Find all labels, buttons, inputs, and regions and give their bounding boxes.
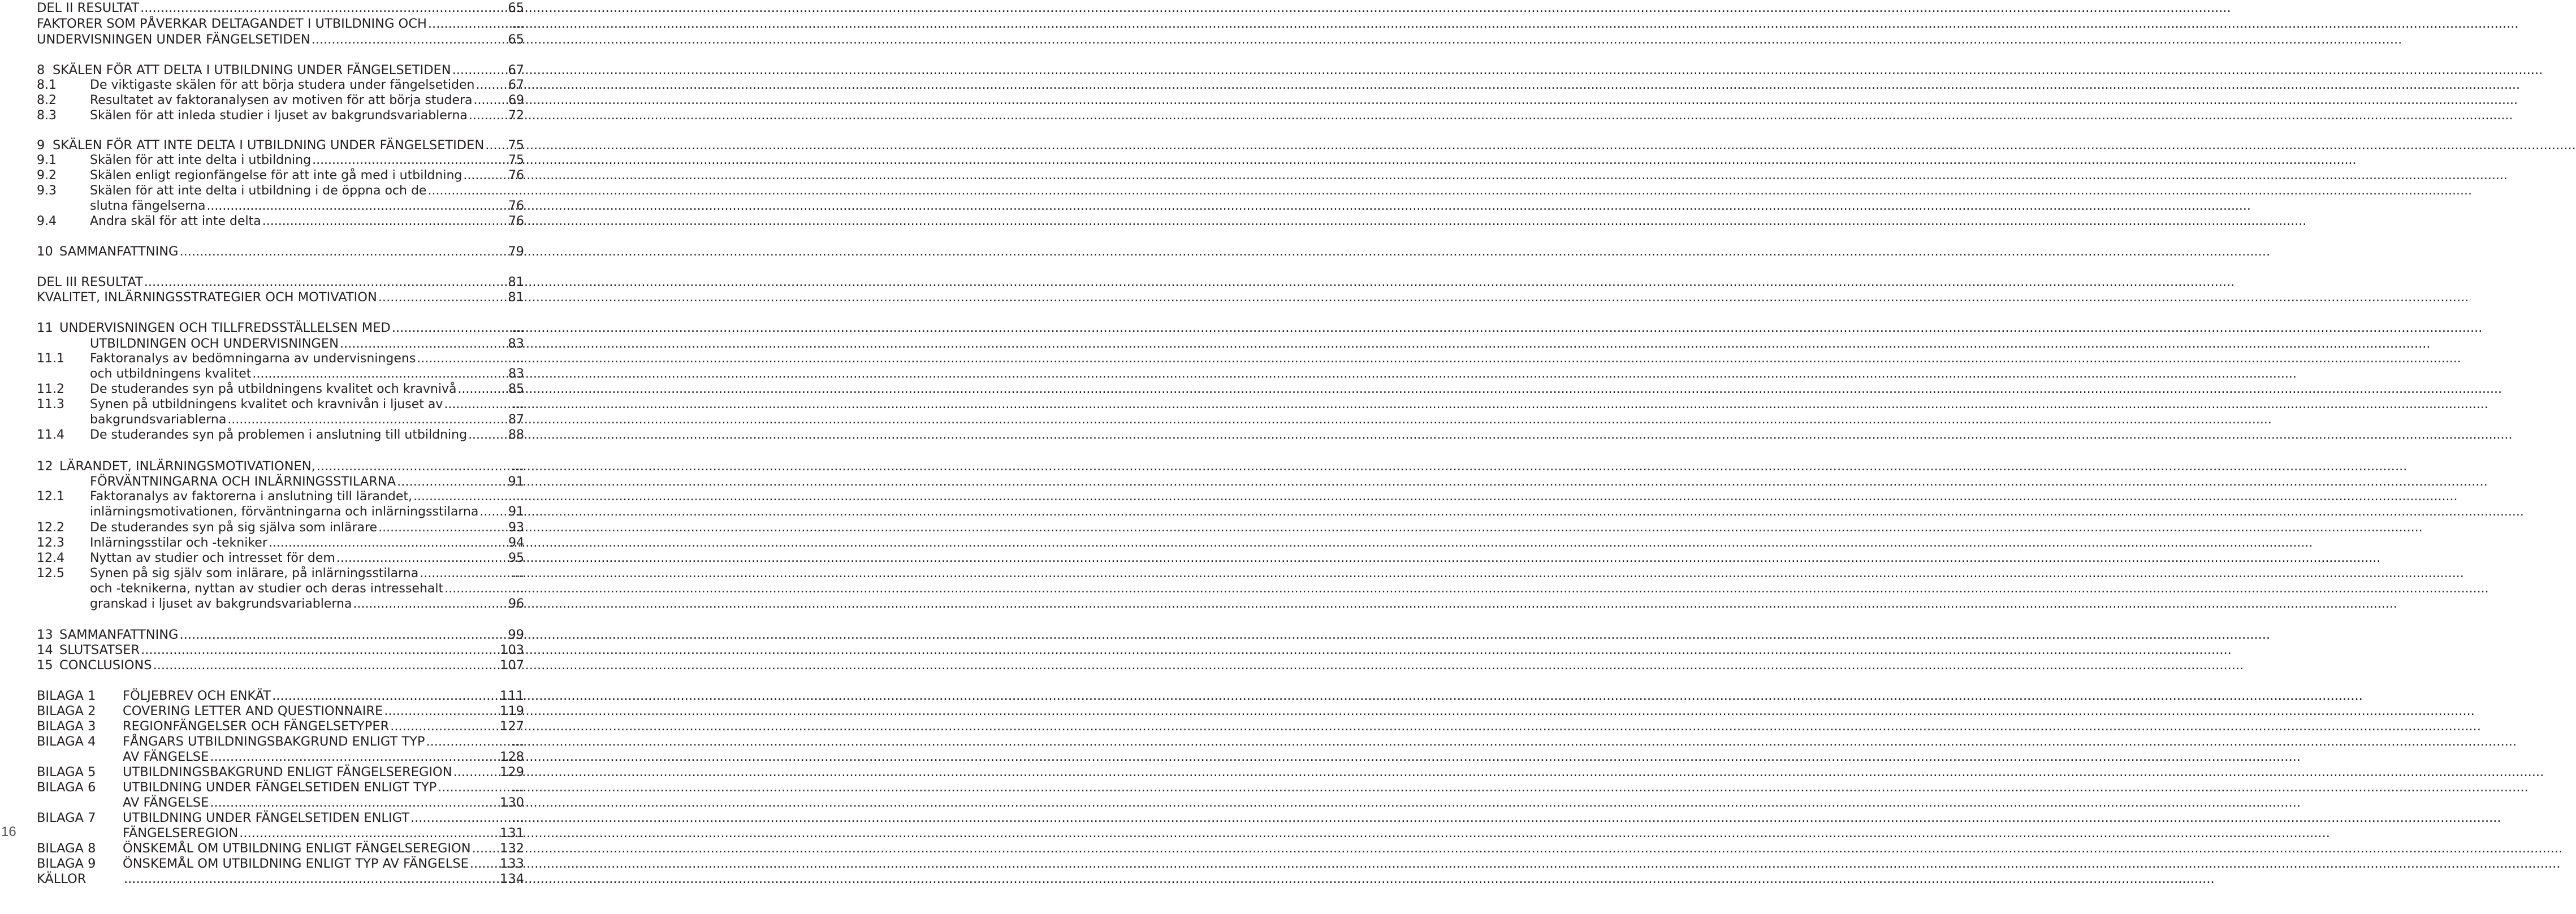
toc-entry xyxy=(37,551,524,566)
toc-entry-page: 91 xyxy=(508,474,524,489)
toc-entry xyxy=(37,198,524,214)
toc-entry-page: 79 xyxy=(508,244,524,259)
toc-entry xyxy=(37,382,524,397)
toc-entry-title: AV FÄNGELSE xyxy=(123,750,209,764)
toc-entry xyxy=(37,336,524,352)
toc-entry-page: 76 xyxy=(508,214,524,228)
toc-entry-title: inlärningsmotivationen, förväntningarna och inlärningsstilarna xyxy=(90,505,479,519)
toc-entry-number: 12.5 xyxy=(37,566,64,581)
toc-entry-title: Synen på utbildningens kvalitet och kravnivån i ljuset av xyxy=(90,397,443,411)
toc-entry-number: BILAGA 7 xyxy=(37,811,96,825)
toc-entry xyxy=(37,183,524,199)
toc-dot-leader xyxy=(124,871,499,887)
toc-entry-page: 67 xyxy=(508,78,524,92)
toc-dot-leader xyxy=(384,703,499,719)
toc-entry-page: 81 xyxy=(508,275,524,289)
toc-entry-page: 94 xyxy=(508,536,524,550)
toc-entry-number: 14 xyxy=(37,643,53,657)
toc-entry-title: COVERING LETTER AND QUESTIONNAIRE xyxy=(123,704,383,718)
toc-entry-title: CONCLUSIONS xyxy=(59,658,152,673)
toc-entry xyxy=(37,244,524,259)
toc-entry-number: 10 xyxy=(37,244,53,259)
toc-entry xyxy=(37,764,524,780)
toc-entry-title: Skälen för att inte delta i utbildning xyxy=(90,153,312,167)
toc-entry xyxy=(37,108,524,124)
toc-dot-leader xyxy=(210,749,499,765)
toc-entry-page: ... xyxy=(512,397,524,411)
toc-entry-number: 12.1 xyxy=(37,490,64,504)
toc-entry-page: 131 xyxy=(500,826,524,841)
toc-entry-page: ... xyxy=(512,734,524,749)
toc-entry xyxy=(37,810,524,826)
toc-entry-title: slutna fängelserna xyxy=(90,199,206,213)
toc-entry-page: 85 xyxy=(508,382,524,396)
toc-entry-title: De studerandes syn på sig själva som inlärare xyxy=(90,521,378,535)
toc-entry xyxy=(37,474,524,490)
toc-dot-leader xyxy=(457,382,507,397)
toc-entry-title: granskad i ljuset av bakgrundsvariablerna xyxy=(90,597,352,611)
toc-entry-page: 87 xyxy=(508,413,524,427)
toc-entry xyxy=(37,366,524,382)
toc-dot-leader xyxy=(452,62,507,78)
toc-entry-page: ... xyxy=(512,320,524,335)
toc-entry xyxy=(37,795,524,811)
toc-entry-page: 133 xyxy=(500,856,524,871)
toc-dot-leader xyxy=(252,366,507,382)
toc-entry-title: AV FÄNGELSE xyxy=(123,795,209,810)
page-number: 16 xyxy=(1,824,16,839)
toc-entry-number: 8.3 xyxy=(37,109,57,123)
toc-entry-number: BILAGA 4 xyxy=(37,734,96,749)
toc-dot-leader xyxy=(469,108,507,124)
toc-entry-title: SLUTSATSER xyxy=(59,643,140,657)
toc-entry xyxy=(37,825,524,841)
toc-entry-number: 11.1 xyxy=(37,352,64,366)
toc-entry xyxy=(37,32,524,47)
toc-dot-leader xyxy=(141,642,499,658)
toc-entry-title: och -teknikerna, nyttan av studier och deras intressehalt xyxy=(90,582,444,596)
toc-entry xyxy=(37,504,524,520)
toc-entry xyxy=(37,153,524,168)
toc-entry xyxy=(37,718,524,734)
toc-entry-page: 111 xyxy=(500,688,524,703)
toc-dot-leader xyxy=(420,566,511,582)
toc-dot-leader xyxy=(336,551,507,566)
toc-dot-leader xyxy=(340,336,507,352)
toc-entry-page: 91 xyxy=(508,505,524,519)
toc-entry-number: 9.4 xyxy=(37,214,57,228)
toc-entry-page: ... xyxy=(512,352,524,366)
toc-dot-leader xyxy=(426,734,511,750)
toc-dot-leader xyxy=(444,397,511,413)
toc-entry-page: 69 xyxy=(508,93,524,107)
toc-entry xyxy=(37,596,524,612)
toc-dot-leader xyxy=(206,198,507,214)
toc-entry-page: 128 xyxy=(500,750,524,764)
toc-entry-title: FÅNGARS UTBILDNINGSBAKGRUND ENLIGT TYP xyxy=(123,734,425,749)
toc-entry-number: BILAGA 3 xyxy=(37,719,96,734)
toc-entry-number: 9 xyxy=(37,138,45,153)
toc-entry-title: SKÄLEN FÖR ATT INTE DELTA I UTBILDNING UNDER FÄNGELSETIDEN xyxy=(53,138,485,153)
toc-entry xyxy=(37,412,524,428)
toc-entry-title: SKÄLEN FÖR ATT DELTA I UTBILDNING UNDER FÄNGELSETIDEN xyxy=(53,63,451,77)
toc-dot-leader xyxy=(470,856,499,872)
toc-entry-title: Andra skäl för att inte delta xyxy=(90,214,261,228)
toc-entry-number: 12 xyxy=(37,459,53,474)
toc-entry-title: ÖNSKEMÅL OM UTBILDNING ENLIGT TYP AV FÄNGELSE xyxy=(123,856,469,871)
toc-entry-title: Skälen för att inte delta i utbildning i de öppna och de xyxy=(90,184,427,198)
toc-entry-title: Skälen för att inleda studier i ljuset av bakgrundsvariablerna xyxy=(90,109,468,123)
toc-dot-leader xyxy=(417,351,511,367)
toc-entry-title: De studerandes syn på problemen i anslutning till utbildning xyxy=(90,428,468,442)
toc-entry-number: BILAGA 2 xyxy=(37,704,96,718)
toc-entry-page: 83 xyxy=(508,336,524,351)
toc-dot-leader xyxy=(262,214,507,229)
toc-dot-leader xyxy=(312,153,507,168)
toc-entry-title: Faktoranalys av bedömningarna av undervisningens xyxy=(90,352,416,366)
toc-entry-title: Faktoranalys av faktorerna i anslutning till lärandet, xyxy=(90,490,412,504)
toc-entry xyxy=(37,657,524,673)
toc-entry-page: ... xyxy=(512,16,524,31)
toc-entry-number: 11.2 xyxy=(37,382,64,396)
toc-entry-title: REGIONFÄNGELSER OCH FÄNGELSETYPER xyxy=(123,719,390,734)
toc-entry-page: 75 xyxy=(508,153,524,167)
toc-entry-page: 76 xyxy=(508,199,524,213)
toc-entry-title: UNDERVISNINGEN OCH TILLFREDSSTÄLLELSEN MED xyxy=(59,320,391,335)
toc-entry-page: 95 xyxy=(508,551,524,565)
toc-entry-number: BILAGA 9 xyxy=(37,856,96,871)
toc-entry-page: 127 xyxy=(500,719,524,734)
toc-entry xyxy=(37,62,524,78)
toc-entry-title: Skälen enligt regionfängelse för att inte gå med i utbildning xyxy=(90,168,463,183)
toc-dot-leader xyxy=(463,168,507,184)
toc-entry-page: 96 xyxy=(508,597,524,611)
toc-dot-leader xyxy=(210,795,499,811)
toc-entry-title: Synen på sig själv som inlärare, på inlärningsstilarna xyxy=(90,566,419,581)
toc-entry-page: ... xyxy=(512,780,524,795)
toc-entry-number: 12.3 xyxy=(37,536,64,550)
toc-entry-page: 72 xyxy=(508,109,524,123)
toc-dot-leader xyxy=(474,93,508,109)
toc-dot-leader xyxy=(413,489,511,505)
toc-entry xyxy=(37,871,524,887)
toc-entry-number: BILAGA 5 xyxy=(37,765,96,779)
toc-dot-leader xyxy=(269,535,507,551)
toc-dot-leader xyxy=(144,274,507,290)
toc-dot-leader xyxy=(353,596,507,612)
toc-entry xyxy=(37,397,524,413)
toc-entry-title: SAMMANFATTNING xyxy=(59,244,179,259)
toc-entry-number: 15 xyxy=(37,658,53,673)
toc-dot-leader xyxy=(444,581,511,597)
toc-entry-page: 107 xyxy=(500,658,524,673)
toc-entry xyxy=(37,856,524,872)
toc-entry xyxy=(37,320,524,336)
toc-dot-leader xyxy=(180,244,507,259)
toc-entry-number: 9.3 xyxy=(37,184,57,198)
toc-entry xyxy=(37,841,524,856)
toc-entry-number: 12.2 xyxy=(37,521,64,535)
toc-dot-leader xyxy=(378,289,507,305)
toc-entry-number: 8.2 xyxy=(37,93,57,107)
toc-dot-leader xyxy=(476,77,508,93)
toc-dot-leader xyxy=(468,427,507,443)
toc-dot-leader xyxy=(428,16,511,32)
toc-entry-title: LÄRANDET, INLÄRNINGSMOTIVATIONEN, xyxy=(59,459,315,474)
toc-entry-number: BILAGA 6 xyxy=(37,780,96,795)
toc-entry-title: ÖNSKEMÅL OM UTBILDNING ENLIGT FÄNGELSEREGION xyxy=(123,841,471,856)
toc-entry-page: 65 xyxy=(508,32,524,47)
toc-entry-title: Inlärningsstilar och -tekniker xyxy=(90,536,267,550)
toc-entry xyxy=(37,535,524,551)
toc-entry-number: BILAGA 8 xyxy=(37,841,96,856)
toc-entry xyxy=(37,214,524,229)
toc-entry-number: 11 xyxy=(37,320,53,335)
toc-entry-title: UTBILDNING UNDER FÄNGELSETIDEN ENLIGT TYP xyxy=(123,780,437,795)
toc-dot-leader xyxy=(390,718,499,734)
toc-entry-title: FÖLJEBREV OCH ENKÄT xyxy=(123,688,271,703)
toc-entry xyxy=(37,627,524,643)
toc-entry xyxy=(37,703,524,719)
toc-entry-title: SAMMANFATTNING xyxy=(59,627,179,642)
toc-entry-title: Nyttan av studier och intresset för dem xyxy=(90,551,335,565)
toc-entry xyxy=(37,489,524,505)
toc-entry-page: ... xyxy=(512,459,524,474)
toc-entry-number: 8 xyxy=(37,63,45,77)
toc-entry xyxy=(37,642,524,658)
toc-entry-page: 93 xyxy=(508,521,524,535)
toc-entry xyxy=(37,93,524,109)
toc-entry xyxy=(37,520,524,536)
toc-entry xyxy=(37,351,524,367)
toc-entry-number: 12.4 xyxy=(37,551,64,565)
toc-entry-page: 81 xyxy=(508,290,524,305)
toc-entry xyxy=(37,458,524,474)
toc-entry-page: 88 xyxy=(508,428,524,442)
toc-dot-leader xyxy=(153,657,499,673)
toc-entry-page: 119 xyxy=(500,704,524,718)
toc-dot-leader xyxy=(438,779,511,795)
toc-entry-page: 134 xyxy=(500,872,524,886)
toc-dot-leader xyxy=(453,764,499,780)
toc-entry-title: Resultatet av faktoranalysen av motiven för att börja studera xyxy=(90,93,473,107)
toc-entry xyxy=(37,289,524,305)
toc-dot-leader xyxy=(479,504,507,520)
toc-entry-title: DEL II RESULTAT xyxy=(37,1,140,15)
toc-entry-title: De viktigaste skälen för att börja studera under fängelsetiden xyxy=(90,78,475,92)
toc-entry xyxy=(37,77,524,93)
toc-entry-number: BILAGA 1 xyxy=(37,688,96,703)
toc-entry-page: 65 xyxy=(508,1,524,15)
toc-entry xyxy=(37,16,524,32)
toc-entry-page: 129 xyxy=(500,765,524,779)
toc-entry-title: FAKTORER SOM PÅVERKAR DELTAGANDET I UTBILDNING OCH xyxy=(37,16,427,31)
toc-entry-title: FÖRVÄNTNINGARNA OCH INLÄRNINGSSTILARNA xyxy=(90,474,396,489)
toc-entry-number: 9.1 xyxy=(37,153,57,167)
toc-entry xyxy=(37,581,524,597)
toc-entry-title: bakgrundsvariablerna xyxy=(90,413,227,427)
toc-entry-title: DEL III RESULTAT xyxy=(37,275,143,289)
toc-entry xyxy=(37,688,524,704)
toc-entry-page: 132 xyxy=(500,841,524,856)
toc-entry-title: KVALITET, INLÄRNINGSSTRATEGIER OCH MOTIVATION xyxy=(37,290,377,305)
toc-entry xyxy=(37,427,524,443)
toc-entry-title: UNDERVISNINGEN UNDER FÄNGELSETIDEN xyxy=(37,32,310,47)
toc-entry-page: ... xyxy=(512,566,524,581)
toc-entry xyxy=(37,566,524,582)
toc-entry-page: 103 xyxy=(500,643,524,657)
toc-entry-number: 11.3 xyxy=(37,397,64,411)
toc-entry-title: UTBILDNINGEN OCH UNDERVISNINGEN xyxy=(90,336,339,351)
toc-entry xyxy=(37,779,524,795)
toc-entry-page: 130 xyxy=(500,795,524,810)
toc-entry xyxy=(37,734,524,750)
toc-entry xyxy=(37,137,524,153)
toc-entry-number: 13 xyxy=(37,627,53,642)
toc-entry xyxy=(37,749,524,765)
toc-entry xyxy=(37,274,524,290)
toc-entry-page: ... xyxy=(512,811,524,825)
toc-entry-title: FÄNGELSEREGION xyxy=(123,826,239,841)
toc-dot-leader xyxy=(397,474,507,490)
toc-dot-leader xyxy=(140,0,507,16)
toc-entry-number: KÄLLOR xyxy=(37,872,87,886)
toc-dot-leader xyxy=(472,841,499,856)
toc-dot-leader xyxy=(239,825,499,841)
toc-entry-number: 9.2 xyxy=(37,168,57,183)
toc-entry-title: UTBILDNINGSBAKGRUND ENLIGT FÄNGELSEREGION xyxy=(123,765,452,779)
toc-dot-leader xyxy=(392,320,511,336)
toc-entry-title: och utbildningens kvalitet xyxy=(90,367,252,381)
toc-dot-leader xyxy=(378,520,507,536)
toc-dot-leader xyxy=(272,688,499,704)
toc-entry-page: 75 xyxy=(508,138,524,153)
toc-dot-leader xyxy=(317,458,511,474)
toc-entry-page: 99 xyxy=(508,627,524,642)
toc-entry xyxy=(37,0,524,16)
toc-dot-leader xyxy=(427,183,523,199)
toc-entry-title: UTBILDNING UNDER FÄNGELSETIDEN ENLIGT xyxy=(123,811,409,825)
toc-entry-number: 8.1 xyxy=(37,78,57,92)
toc-entry-number: 11.4 xyxy=(37,428,64,442)
toc-dot-leader xyxy=(180,627,507,643)
toc-entry-page: 83 xyxy=(508,367,524,381)
toc-entry xyxy=(37,168,524,184)
toc-entry-page: ... xyxy=(512,582,524,596)
toc-dot-leader xyxy=(312,32,507,47)
toc-entry-page: ... xyxy=(512,490,524,504)
toc-entry-page: 67 xyxy=(508,63,524,77)
toc-dot-leader xyxy=(410,810,511,826)
toc-entry-title: De studerandes syn på utbildningens kvalitet och kravnivå xyxy=(90,382,457,396)
toc-dot-leader xyxy=(227,412,507,428)
toc-dot-leader xyxy=(485,137,507,153)
toc-entry-page: 76 xyxy=(508,168,524,183)
